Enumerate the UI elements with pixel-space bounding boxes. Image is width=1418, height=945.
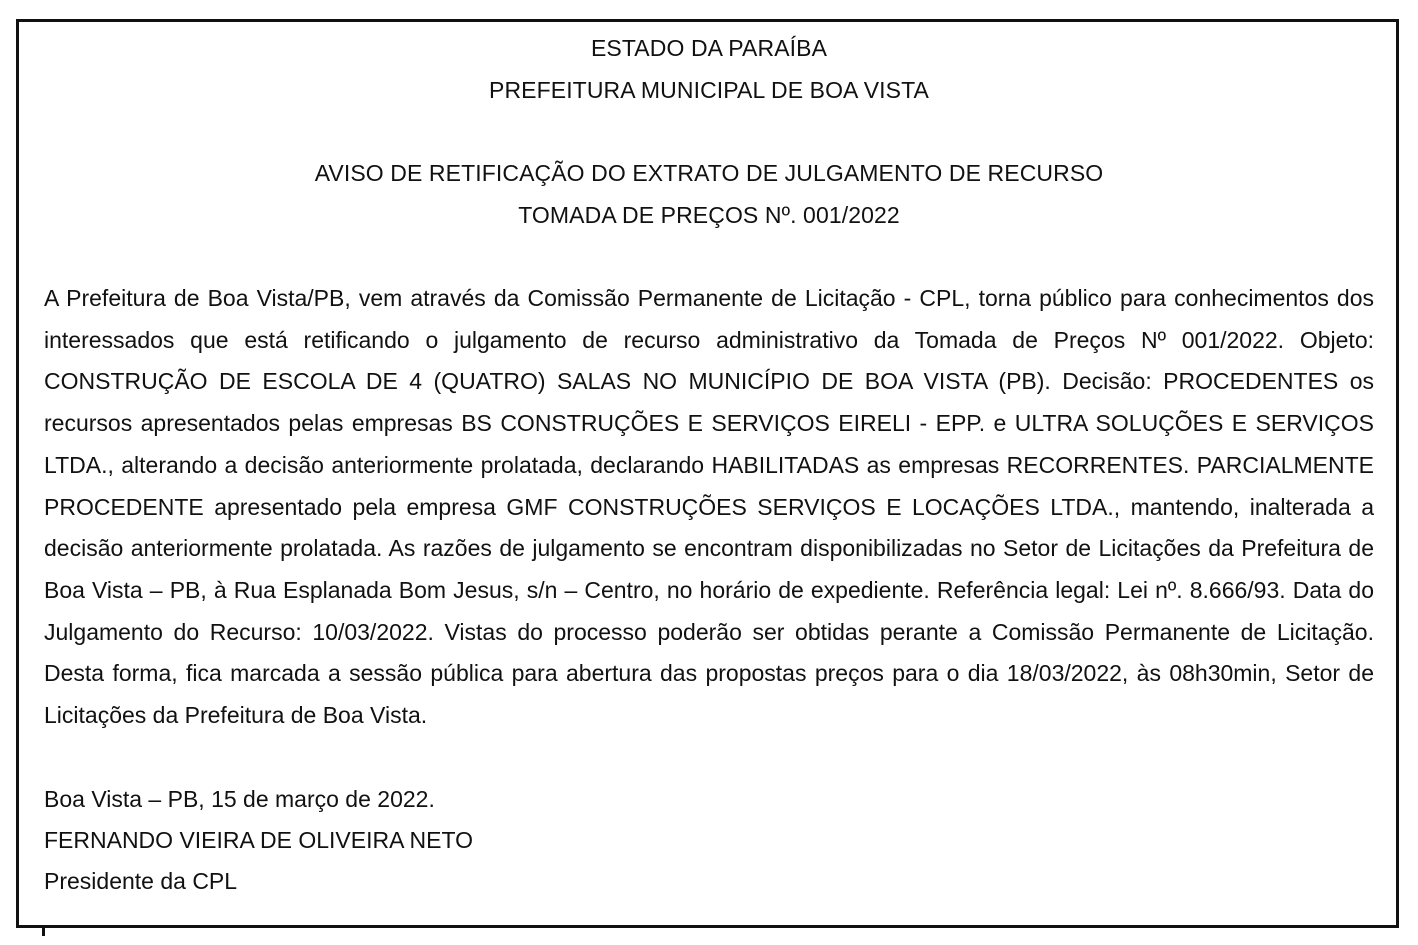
signer-role: Presidente da CPL [44,868,238,894]
notice-title: AVISO DE RETIFICAÇÃO DO EXTRATO DE JULGAMENTO DE RECURSO [314,160,1104,186]
prefecture-heading: PREFEITURA MUNICIPAL DE BOA VISTA [489,77,929,103]
signer-name: FERNANDO VIEIRA DE OLIVEIRA NETO [44,827,474,853]
state-heading: ESTADO DA PARAÍBA [590,35,828,61]
corner-mark [42,928,45,936]
place-date: Boa Vista – PB, 15 de março de 2022. [44,786,435,812]
process-number: TOMADA DE PREÇOS Nº. 001/2022 [518,202,900,228]
notice-body [44,278,1374,737]
notice-paragraph: A Prefeitura de Boa Vista/PB, vem através da Comissão Permanente de Licitação - CPL, torna público para conhecimentos dos interessados que está retificando o julgamento de recurso administrativo da Tomada de Preços Nº 001/2022. Objeto: CONSTRUÇÃO DE ESCOLA DE 4 (QUATRO) SALAS NO MUNICÍPIO DE BOA VISTA (PB). Decisão: PROCEDENTES os recursos apresentados pelas empresas BS CONSTRUÇÕES E SERVIÇOS EIRELI - EPP. e ULTRA SOLUÇÕES E SERVIÇOS LTDA., alterando a decisão anteriormente prolatada, declarando HABILITADAS as empresas RECORRENTES. PARCIALMENTE PROCEDENTE apresentado pela empresa GMF CONSTRUÇÕES SERVIÇOS E LOCAÇÕES LTDA., mantendo, inalterada a decisão anteriormente prolatada. As razões de julgamento se encontram disponibilizadas no Setor de Licitações da Prefeitura de Boa Vista – PB, à Rua Esplanada Bom Jesus, s/n – Centro, no horário de expediente. Referência legal: Lei nº. 8.666/93. Data do Julgamento do Recurso: 10/03/2022. Vistas do processo poderão ser obtidas perante a Comissão Permanente de Licitação. Desta forma, fica marcada a sessão pública para abertura das propostas preços para o dia 18/03/2022, às 08h30min, Setor de Licitações da Prefeitura de Boa Vista. [44,285,1374,729]
